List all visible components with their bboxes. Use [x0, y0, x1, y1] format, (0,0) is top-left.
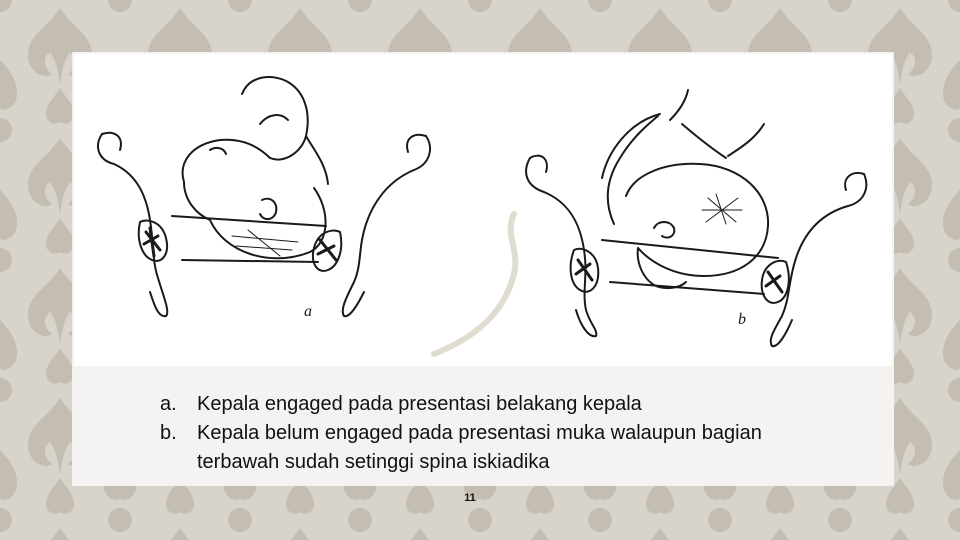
caption-marker: b. — [160, 422, 177, 444]
caption-list — [160, 390, 840, 477]
caption-item-a — [160, 390, 840, 419]
caption-marker: a. — [160, 393, 177, 415]
page-number: 11 — [464, 492, 476, 504]
caption-text: Kepala engaged pada presentasi belakang kepala — [197, 393, 642, 415]
caption-text: Kepala belum engaged pada presentasi muka walaupun bagian terbawah sudah setinggi spina iskiadika — [197, 422, 762, 473]
caption-item-b — [160, 419, 840, 477]
figure-a-drawing — [98, 77, 430, 316]
figure-label-b: b — [738, 311, 746, 328]
figure-b-drawing — [526, 90, 866, 346]
figure-label-a: a — [304, 303, 312, 320]
pelvis-illustration — [74, 54, 892, 366]
